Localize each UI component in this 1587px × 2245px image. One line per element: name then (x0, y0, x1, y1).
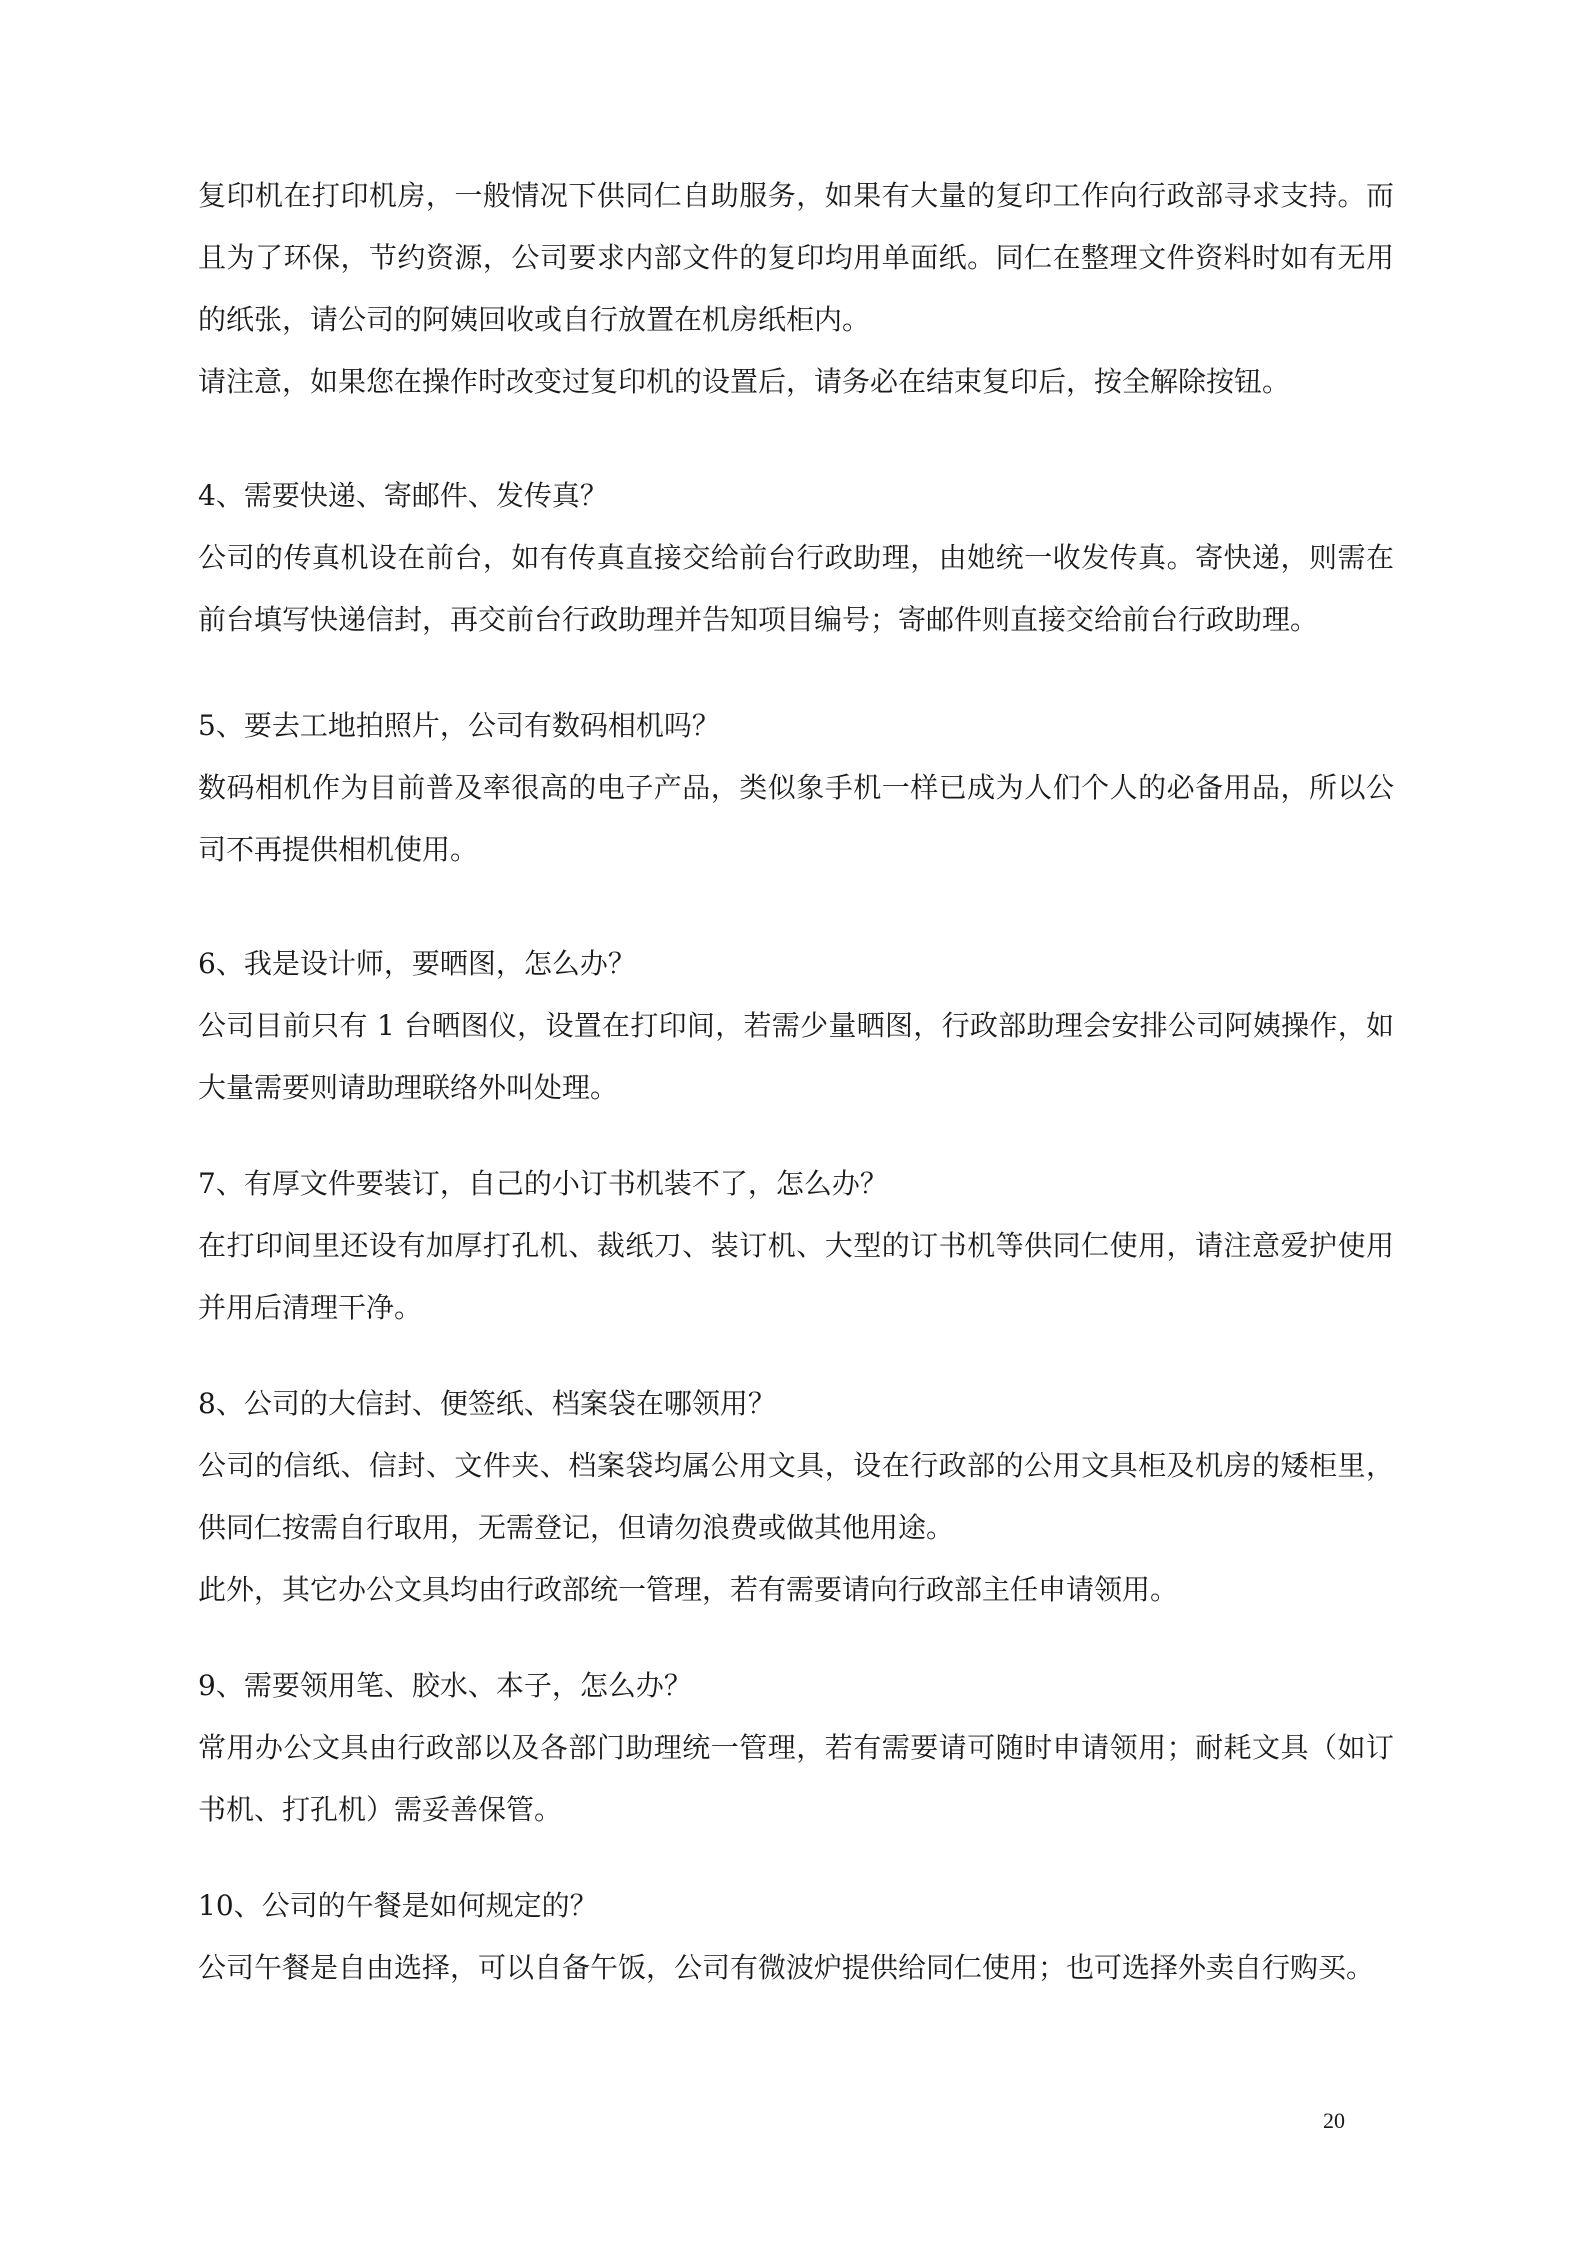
spacer (198, 1621, 1394, 1655)
section-paragraph: 公司目前只有 1 台晒图仪，设置在打印间，若需少量晒图，行政部助理会安排公司阿姨操作，如大量需要则请助理联络外叫处理。 (198, 1009, 1394, 1104)
section-8 (198, 1373, 1394, 1621)
document-body (198, 165, 1394, 1999)
section-title: 6、我是设计师，要晒图，怎么办？ (198, 947, 636, 980)
section-title: 10、公司的午餐是如何规定的？ (198, 1889, 598, 1922)
section-9 (198, 1655, 1394, 1841)
section-paragraph: 此外，其它办公文具均由行政部统一管理，若有需要请向行政部主任申请领用。 (198, 1573, 1179, 1606)
spacer (198, 1339, 1394, 1373)
intro-paragraph-1: 复印机在打印机房，一般情况下供同仁自助服务，如果有大量的复印工作向行政部寻求支持。而且为了环保，节约资源，公司要求内部文件的复印均用单面纸。同仁在整理文件资料时如有无用的纸张，请公司的阿姨回收或自行放置在机房纸柜内。 (198, 179, 1394, 336)
section-title: 4、需要快递、寄邮件、发传真？ (198, 479, 608, 512)
section-4 (198, 465, 1394, 651)
spacer (198, 881, 1394, 933)
section-title: 8、公司的大信封、便签纸、档案袋在哪领用？ (198, 1387, 776, 1420)
spacer (198, 1841, 1394, 1875)
section-title: 7、有厚文件要装订，自己的小订书机装不了，怎么办？ (198, 1167, 888, 1200)
spacer (198, 651, 1394, 695)
section-paragraph: 公司的传真机设在前台，如有传真直接交给前台行政助理，由她统一收发传真。寄快递，则需在前台填写快递信封，再交前台行政助理并告知项目编号；寄邮件则直接交给前台行政助理。 (198, 541, 1394, 636)
section-paragraph: 数码相机作为目前普及率很高的电子产品，类似象手机一样已成为人们个人的必备用品，所以公司不再提供相机使用。 (198, 771, 1394, 866)
section-title: 5、要去工地拍照片，公司有数码相机吗？ (198, 709, 720, 742)
section-title: 9、需要领用笔、胶水、本子，怎么办？ (198, 1669, 692, 1702)
section-7 (198, 1153, 1394, 1339)
spacer (198, 413, 1394, 465)
section-5 (198, 695, 1394, 881)
section-paragraph: 公司午餐是自由选择，可以自备午饭，公司有微波炉提供给同仁使用；也可选择外卖自行购买。 (198, 1951, 1375, 1984)
section-paragraph: 常用办公文具由行政部以及各部门助理统一管理，若有需要请可随时申请领用；耐耗文具（如订书机、打孔机）需妥善保管。 (198, 1731, 1394, 1826)
section-10 (198, 1875, 1394, 1999)
section-paragraph: 在打印间里还设有加厚打孔机、裁纸刀、装订机、大型的订书机等供同仁使用，请注意爱护使用并用后清理干净。 (198, 1229, 1394, 1324)
section-paragraph: 公司的信纸、信封、文件夹、档案袋均属公用文具，设在行政部的公用文具柜及机房的矮柜里，供同仁按需自行取用，无需登记，但请勿浪费或做其他用途。 (198, 1449, 1394, 1544)
spacer (198, 1119, 1394, 1153)
section-6 (198, 933, 1394, 1119)
intro-paragraph-2: 请注意，如果您在操作时改变过复印机的设置后，请务必在结束复印后，按全解除按钮。 (198, 365, 1291, 398)
page-number: 20 (1323, 2108, 1345, 2133)
